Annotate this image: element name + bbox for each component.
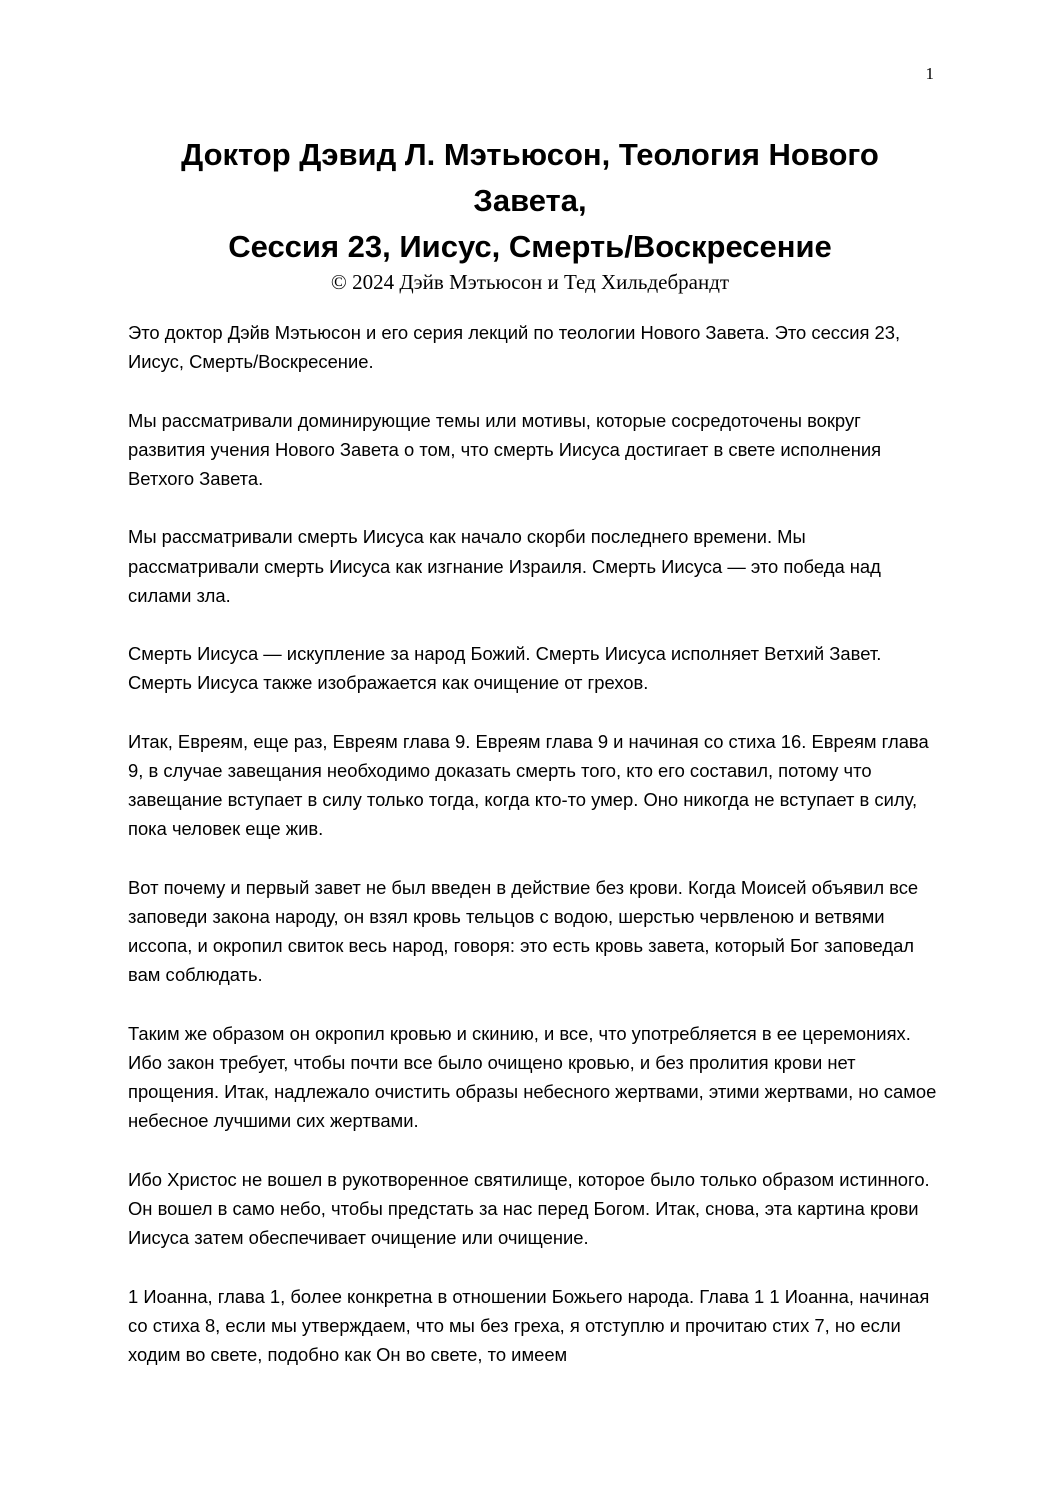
document-title	[90, 132, 970, 270]
paragraph: Мы рассматривали смерть Иисуса как начало скорби последнего времени. Мы рассматривали смерть Иисуса как изгнание Израиля. Смерть Иисуса — это победа над силами зла.	[128, 526, 881, 606]
paragraph: Ибо Христос не вошел в рукотворенное святилище, которое было только образом истинного. Он вошел в само небо, чтобы предстать за нас перед Богом. Итак, снова, эта картина крови Иисуса затем обеспечивает очищение или очищение.	[128, 1168, 930, 1249]
title-line-2: Завета,	[473, 183, 587, 218]
paragraph: Вот почему и первый завет не был введен в действие без крови. Когда Моисей объявил все заповеди закона народу, он взял кровь тельцов с водою, шерстью червленою и ветвями иссопа, и окропил свиток весь народ, говоря: это есть кровь завета, который Бог заповедал вам соблюдать.	[128, 876, 919, 986]
page-number: 1	[925, 64, 934, 83]
title-block	[90, 132, 970, 294]
paragraph: Мы рассматривали доминирующие темы или мотивы, которые сосредоточены вокруг развития учения Нового Завета о том, что смерть Иисуса достигает в свете исполнения Ветхого Завета.	[128, 409, 882, 489]
title-line-1: Доктор Дэвид Л. Мэтьюсон, Теология Нового	[181, 137, 879, 172]
paragraph: Смерть Иисуса — искупление за народ Божий. Смерть Иисуса исполняет Ветхий Завет. Смерть Иисуса также изображается как очищение от грехов.	[128, 643, 882, 694]
paragraph: Итак, Евреям, еще раз, Евреям глава 9. Евреям глава 9 и начиная со стиха 16. Евреям глава 9, в случае завещания необходимо доказать смерть того, кто его составил, потому что завещание вступает в силу только тогда, когда кто-то умер. Оно никогда не вступает в силу, пока человек еще жив.	[128, 730, 929, 840]
paragraph: Это доктор Дэйв Мэтьюсон и его серия лекций по теологии Нового Завета. Это сессия 23, Иисус, Смерть/Воскресение.	[128, 322, 901, 373]
body-text	[128, 318, 940, 1398]
paragraph: Таким же образом он окропил кровью и скинию, и все, что употребляется в ее церемониях. Ибо закон требует, чтобы почти все было очищено кровью, и без пролития крови нет прощения. Итак, надлежало очистить образы небесного жертвами, этими жертвами, но самое небесное лучшими сих жертвами.	[128, 1022, 937, 1132]
copyright-line: © 2024 Дэйв Мэтьюсон и Тед Хильдебрандт	[330, 270, 730, 294]
paragraph: 1 Иоанна, глава 1, более конкретна в отношении Божьего народа. Глава 1 1 Иоанна, начиная со стиха 8, если мы утверждаем, что мы без греха, я отступлю и прочитаю стих 7, но если ходим во свете, подобно как Он во свете, то имеем	[128, 1285, 930, 1365]
title-line-3: Сессия 23, Иисус, Смерть/Воскресение	[228, 229, 832, 264]
